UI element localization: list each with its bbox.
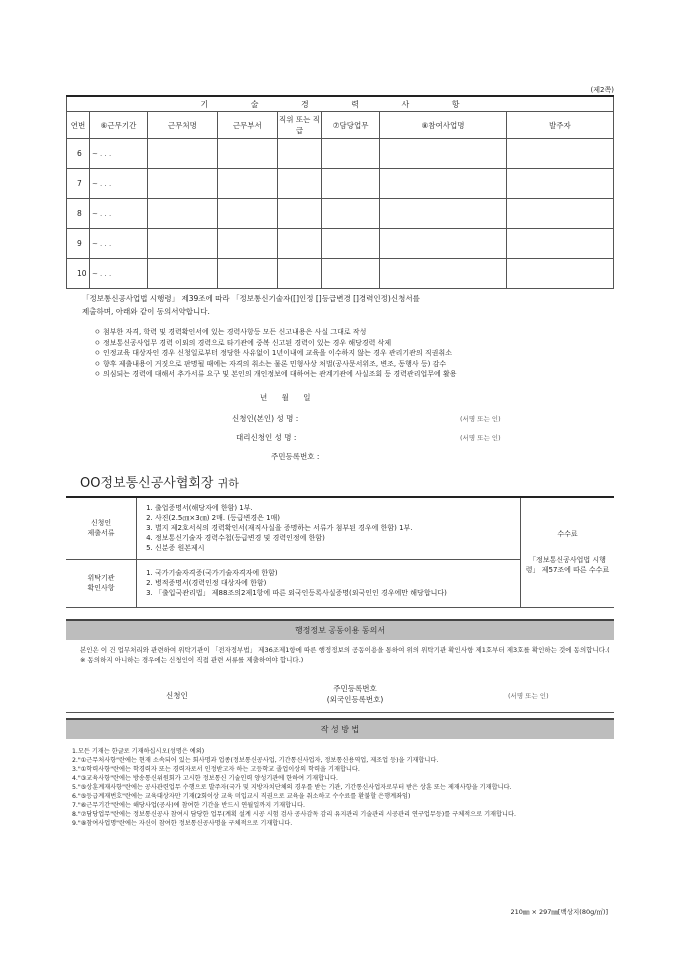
method-note: 8."⑦담당업무"란에는 정보통신공사 참여시 담당한 업무(계획 설계 시공 시험 검사 공사감독 감리 유지관리 기술관리 시공관리 연구업무등)를 구체적으로 기재합니다. [72, 811, 516, 818]
header-no: 연번 [67, 112, 90, 139]
pledge-item: ㅇ 정보통신공사업무 경력 이외의 경력으로 타기관에 중복 신고된 경력이 있는 경우 해당경력 삭제 [94, 338, 392, 347]
method-note: 5."⑤상훈계재사항"란에는 공사관련업무 수행으로 발주자(국가 및 지방자치단체의 경우를 받는 기관, 기간통신사업자로부터 받은 상훈 또는 제재사항을 기재합니다. [72, 784, 512, 791]
project-cell[interactable] [380, 259, 507, 289]
row-number: 8 [67, 199, 90, 229]
method-note: 9."⑧참여사업명"란에는 자신이 참여한 정보통신공사명을 구체적으로 기재합니다. [72, 820, 293, 827]
career-row [67, 229, 614, 259]
application-line-1: 「정보통신공사업법 시행령」 제39조에 따라 「정보통신기술자([]인정 []등급변경 []경력인정)신청서를 [82, 294, 420, 303]
consent-applicant-label: 신청인 [166, 691, 188, 700]
duty-cell[interactable] [322, 139, 380, 169]
row-number: 6 [67, 139, 90, 169]
company-cell[interactable] [148, 139, 218, 169]
recipient-name: OO정보통신공사협회장 [80, 476, 214, 491]
pledge-item: ㅇ 인정교육 대상자인 경우 신청일로부터 정당한 사유없이 1년이내에 교육을 이수하지 않는 경우 관리기관의 직권취소 [94, 349, 452, 357]
regno-label: 주민등록번호 : [271, 452, 320, 461]
fee-text: 「정보통신공사업법 시행령」 제57조에 따른 수수료 [525, 556, 610, 575]
header-period: ⑥근무기간 [89, 112, 147, 139]
document-item: 3. 「출입국관리법」 제88조의2제1항에 따른 외국인등록사실증명(외국인인 경우에만 해당합니다) [155, 588, 516, 598]
document-item: 3. 별지 제2호서식의 경력확인서(재직사실을 증명하는 서류가 첨부된 경우에 한함) 1부. [155, 523, 516, 533]
duty-cell[interactable] [322, 229, 380, 259]
application-line-2: 제출하며, 아래와 같이 동의서약합니다. [82, 307, 210, 316]
paper-spec: 210㎜ × 297㎜[백상지(80g/㎡)] [510, 908, 608, 916]
header-dept: 근무부서 [217, 112, 277, 139]
consent-regno [300, 683, 410, 705]
fee-cell [521, 497, 615, 607]
duty-cell[interactable] [322, 169, 380, 199]
consent-foreign-regno-label: (외국인등록번호) [326, 695, 384, 704]
position-cell[interactable] [277, 259, 321, 289]
dept-cell[interactable] [217, 259, 277, 289]
period-cell[interactable]: ~ . . . [89, 199, 147, 229]
date-label: 년 월 일 [260, 393, 317, 402]
client-cell[interactable] [506, 259, 613, 289]
applicant-name-label: 신청인(본인) 성 명 : [232, 414, 299, 423]
proxy-seal: (서명 또는 인) [460, 434, 501, 442]
project-cell[interactable] [380, 139, 507, 169]
recipient-suffix: 귀하 [217, 477, 239, 490]
recipient [80, 472, 239, 491]
documents-table [66, 496, 614, 608]
document-item: 4. 정보통신기술자 경력수첩(등급변경 및 경력인정에 한함) [155, 533, 516, 543]
project-cell[interactable] [380, 229, 507, 259]
dept-cell[interactable] [217, 169, 277, 199]
career-row [67, 169, 614, 199]
pledge-item: ㅇ 향후 제출내용이 거짓으로 판명될 때에는 자격의 취소는 물론 민형사상 처벌(공사문서위조, 변조, 동행사 등) 감수 [94, 359, 447, 368]
header-company: 근무처명 [148, 112, 218, 139]
method-notes [72, 747, 612, 828]
project-cell[interactable] [380, 199, 507, 229]
row-number: 7 [67, 169, 90, 199]
client-cell[interactable] [506, 199, 613, 229]
header-position: 직위 또는 직급 [277, 112, 321, 139]
row-number: 10 [67, 259, 90, 289]
career-history-title: 기 술 경 력 사 항 [67, 96, 614, 112]
application-statement [82, 292, 612, 318]
method-note: 1.모든 기재는 한글로 기재하십시오(성명은 예외) [72, 748, 205, 755]
method-note: 4."③교육사항"란에는 방송통신위원회가 고시한 정보통신 기술인력 양성기관에 한하여 기재합니다. [72, 775, 338, 782]
dept-cell[interactable] [217, 139, 277, 169]
dept-cell[interactable] [217, 199, 277, 229]
period-cell[interactable]: ~ . . . [89, 229, 147, 259]
company-cell[interactable] [148, 169, 218, 199]
pledge-item: ㅇ 의심되는 경력에 대해서 추가서류 요구 및 본인의 개인정보에 대하여는 관계기관에 사실조회 등 경력관리업무에 활용 [94, 370, 457, 378]
document-item: 2. 사진(2.5㎝×3㎝) 2매. (등급변경은 1매) [155, 513, 516, 523]
page-number: (제2쪽) [590, 86, 614, 94]
career-row [67, 259, 614, 289]
header-client: 발주자 [506, 112, 613, 139]
client-cell[interactable] [506, 229, 613, 259]
project-cell[interactable] [380, 169, 507, 199]
pledge-item: ㅇ 첨부한 자격, 학력 및 경력확인서에 있는 경력사항등 모든 신고내용은 사실 그대로 작성 [94, 328, 367, 336]
consent-regno-label: 주민등록번호 [333, 684, 377, 693]
fee-title: 수수료 [557, 530, 578, 539]
position-cell[interactable] [277, 229, 321, 259]
proxy-name-label: 대리신청인 성 명 : [236, 433, 297, 442]
method-title-bar: 작 성 방 법 [66, 718, 614, 739]
career-history-header-row [67, 112, 614, 139]
client-cell[interactable] [506, 139, 613, 169]
duty-cell[interactable] [322, 199, 380, 229]
method-note: 3."①학력사항"란에는 학경력자 또는 경력자로서 인정받고자 하는 고등학교 졸업이상의 학력을 기재합니다. [72, 766, 360, 773]
agency-check-cell [137, 559, 521, 607]
consent-title-bar: 행정정보 공동이용 동의서 [66, 619, 614, 640]
agency-check-label-text: 위탁기관 확인사항 [87, 574, 115, 592]
applicant-docs-cell [137, 497, 521, 559]
method-note: 2."①근무처사항"란에는 현재 소속되어 있는 회사명과 업종(정보통신공사업, 기간통신사업자, 정보통신용역업, 제조업 등)을 기재합니다. [72, 757, 439, 764]
pledge-list [94, 327, 614, 380]
dept-cell[interactable] [217, 229, 277, 259]
position-cell[interactable] [277, 169, 321, 199]
career-row [67, 199, 614, 229]
company-cell[interactable] [148, 199, 218, 229]
applicant-docs-label [66, 497, 137, 559]
header-project: ⑧참여사업명 [380, 112, 507, 139]
document-item: 2. 병적증명서(경력인정 대상자에 한함) [155, 578, 516, 588]
company-cell[interactable] [148, 259, 218, 289]
period-cell[interactable]: ~ . . . [89, 139, 147, 169]
applicant-docs-label-text: 신청인 제출서류 [87, 519, 115, 538]
period-cell[interactable]: ~ . . . [89, 259, 147, 289]
period-cell[interactable]: ~ . . . [89, 169, 147, 199]
method-note: 6."⑤등급계재번호"란에는 교육대상자만 기재(2회이상 교육 미입교시 직권으로 교육을 취소하고 수수료를 환불할 은행계좌임) [72, 793, 411, 800]
career-history-table [66, 95, 614, 289]
header-duty: ⑦담당업무 [322, 112, 380, 139]
row-number: 9 [67, 229, 90, 259]
method-note: 7."⑥근무기간"란에는 해당사업(공사)에 참여한 기간을 반드시 연월일까지 기재합니다. [72, 802, 305, 809]
position-cell[interactable] [277, 139, 321, 169]
position-cell[interactable] [277, 199, 321, 229]
company-cell[interactable] [148, 229, 218, 259]
document-item: 1. 국가기술자격증(국가기술자격자에 한함) [155, 568, 516, 578]
divider [66, 712, 614, 713]
document-item: 5. 신분증 원본제시 [155, 543, 516, 553]
agency-check-label [66, 559, 137, 607]
duty-cell[interactable] [322, 259, 380, 289]
client-cell[interactable] [506, 169, 613, 199]
document-item: 1. 출업증명서(해당자에 한함) 1부. [155, 503, 516, 513]
career-row [67, 139, 614, 169]
consent-body: 본인은 이 건 업무처리와 관련하여 위탁기관이 「전자정부법」 제36조제1항에 따른 행정정보의 공동이용을 통하여 위의 위탁기관 확인사항 제1호부터 제3호를 확인하는 것에 동의합니다.( ※ 동의하지 아니하는 경우에는 신청인이 직접 관련 서류를 제출하여야 합니다.) [80, 646, 610, 664]
consent-seal: (서명 또는 인) [508, 692, 549, 700]
applicant-seal: (서명 또는 인) [460, 415, 501, 423]
